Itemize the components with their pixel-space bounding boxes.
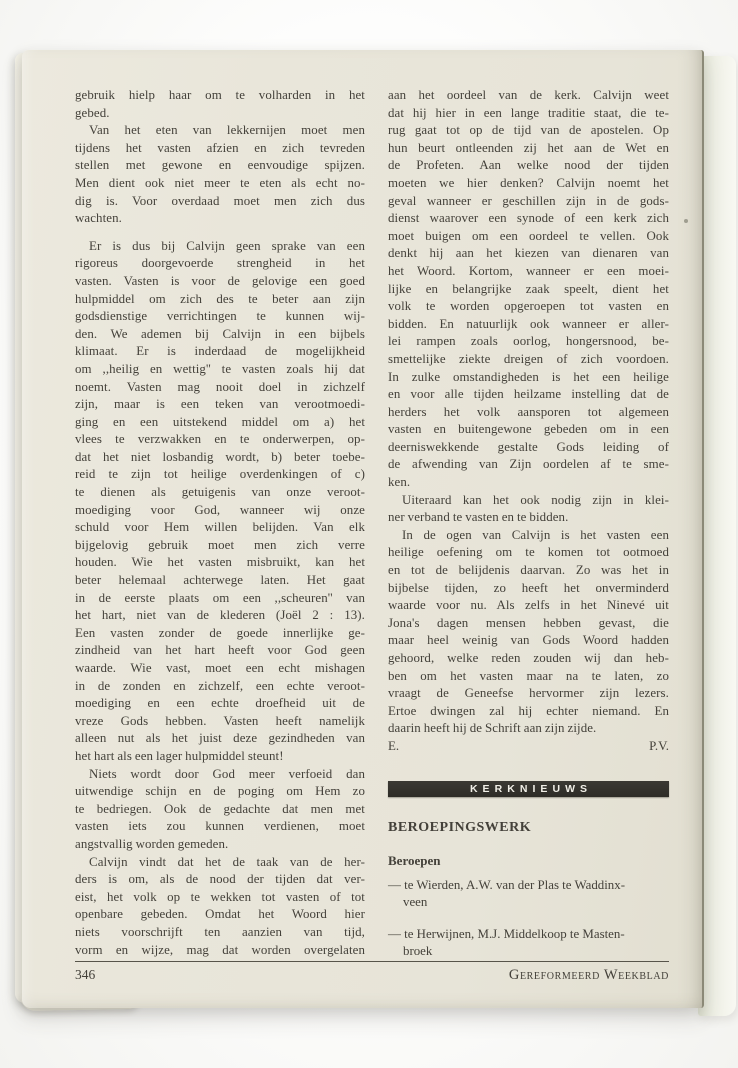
text-line: maar heel weinig van Gods Woord hadden [388, 633, 669, 648]
paragraph [75, 122, 365, 228]
text-line: Ertoe dwingen zal hij echter niemand. En [388, 703, 669, 718]
text-line: ben om het vasten maar na te laten, zo [388, 668, 669, 683]
text-line: gehoord, welke reden zouden wij dan heb- [388, 651, 669, 665]
text-line: dat het niet losbandig wordt, b) beter toebe- [75, 449, 365, 464]
kerknieuws-label: KERKNIEUWS [469, 783, 593, 795]
text-line: vasten en buitengewone gebeden om in een [388, 422, 669, 437]
text-line: reid te zijn tot heilige overdenkingen of c) [75, 467, 365, 482]
page-number: 346 [75, 967, 96, 982]
text-line: Men dient ook niet meer te eten als echt no- [75, 175, 365, 190]
text-line: herders het volk aansporen tot algemeen [388, 404, 669, 419]
text-line: vasten. Vasten is voor de gelovige een goed [75, 273, 365, 288]
text-line: moediging en een echte droefheid uit de [75, 696, 365, 711]
text-line: broek [403, 944, 433, 959]
text-line: hun beurt ontleenden zij het aan de Wet en [388, 140, 669, 155]
text-line: ging en een uitstekend middel om a) het [75, 414, 365, 429]
text-line: uitwendige schijn en de poging om Hem zo [75, 784, 365, 799]
text-line: tijdens het vasten afzien en zich tevreden [75, 140, 365, 155]
text-line: ner verband te vasten en te bidden. [388, 510, 569, 525]
scan-speck [684, 219, 688, 223]
paragraph [75, 238, 365, 766]
text-line: eist, het volk op te wekken tot vasten of tot [75, 889, 365, 904]
author-initials-row [388, 738, 669, 756]
text-line: vraagt de Geneefse hervormer zijn lezers. [388, 686, 669, 701]
text-line: klimaat. Er is inderdaad de mogelijkheid [75, 344, 365, 359]
text-line: openbare gebeden. Omdat het Woord hier [75, 907, 365, 922]
text-line: moediging voor God, wanneer wij onze [75, 502, 365, 517]
text-line: deerniswekkende gestalte Gods leiding of [388, 439, 669, 454]
kerknieuws-section [388, 781, 669, 961]
text-line: moet buigen om een oordeel te vellen. Ook [388, 228, 669, 243]
text-line: bijbelse tijden, zo heeft het onverminderd [388, 580, 669, 595]
text-line: bijgelovig gebruik moet men zich verre [75, 537, 365, 552]
text-line: aan het oordeel van de kerk. Calvijn weet [388, 88, 669, 102]
text-line: vreze Gods hebben. Vasten heeft namelijk [75, 713, 365, 728]
text-line: te dienen als getuigenis van onze veroot- [75, 485, 365, 500]
right-text-column [388, 87, 669, 756]
beroepen-item [388, 926, 669, 961]
text-line: smettelijke ziekte dreigen of zich voordoen. [388, 351, 669, 366]
text-line: niets voorschrijft ten aanzien van tijd, [75, 924, 365, 939]
text-line: rug gaat tot op de tijd van de apostelen. Op [388, 123, 669, 138]
paragraph [388, 527, 669, 738]
text-line: alleen nut als het juist deze gezindheden van [75, 731, 365, 746]
text-line: lei rampen zoals oorlog, hongersnood, be- [388, 334, 669, 349]
text-line: vlees te verzwakken en te onderwerpen, op- [75, 432, 365, 447]
text-line: dig is. Voor overdaad moet men zich dus [75, 193, 365, 208]
text-line: en tot de belijdenis daarvan. Zo was het in [388, 563, 669, 578]
text-line: moeten we hier denken? Calvijn noemt het [388, 175, 669, 190]
beroepingswerk-heading: BEROEPINGSWERK [388, 820, 532, 835]
text-line: gebruik hielp haar om te volharden in het [75, 88, 365, 102]
text-line: bidden. En natuurlijk ook wanneer er aller- [388, 316, 669, 331]
paragraph [388, 87, 669, 492]
left-text-column [75, 87, 365, 959]
text-line: om ,,heilig en wettig'' te vasten zoals hij dat [75, 361, 365, 376]
text-line: daarin heeft hij de Schrift aan zijn zijde. [388, 721, 597, 736]
text-line: schuld voor Hem willen belijden. Van elk [75, 520, 365, 535]
paragraph [75, 766, 365, 854]
text-line: stellen met gewone en eenvoudige spijzen. [75, 158, 365, 173]
paragraph [388, 492, 669, 527]
paragraph [75, 854, 365, 960]
text-line: dienst waarover een synode of een kerk zich [388, 211, 669, 226]
kerknieuws-header-bar [388, 781, 669, 797]
text-line: rigoreus doorgevoerde strengheid in het [75, 256, 365, 271]
publication-name: Gereformeerd Weekblad [508, 967, 669, 983]
text-line: vorm en wijze, mag dat worden overgelaten [75, 942, 365, 957]
author-initial-left: E. [388, 738, 400, 753]
page-footer [75, 961, 669, 984]
text-line: In de ogen van Calvijn is het vasten een [402, 527, 669, 542]
text-line: Niets wordt door God meer verfoeid dan [89, 766, 365, 781]
text-line: Er is dus bij Calvijn geen sprake van een [89, 238, 365, 253]
text-line: houden. Wie het vasten misbruikt, kan het [75, 555, 365, 570]
text-line: Calvijn vindt dat het de taak van de her- [89, 854, 365, 869]
text-line: noemt. Vasten mag nooit doel in zichzelf [75, 379, 365, 394]
text-line: ders is om, als de nood der tijden dat ver- [75, 872, 365, 887]
text-line: lijke en belangrijke zaak speelt, dient het [388, 281, 669, 296]
text-line: Van het eten van lekkernijen moet men [89, 123, 365, 138]
beroepen-item [388, 877, 669, 912]
text-line: angstvallig worden gemeden. [75, 836, 229, 851]
text-line: zindheid van het hart heeft voor God geen [75, 643, 365, 658]
magazine-page [22, 50, 704, 1008]
text-line: volk te worden opgeroepen tot vasten en [388, 299, 669, 314]
text-line: de afwending van Zijn oordelen af te sme- [388, 457, 669, 472]
text-line: te bedriegen. Ook de gedachte dat men met [75, 801, 365, 816]
text-line: in de eerste plaats om een ,,scheuren'' van [75, 590, 365, 605]
text-line: het hart, niet van de klederen (Joël 2 : 13). [75, 608, 365, 623]
text-line: wachten. [75, 211, 122, 226]
text-line: en voor alle tijden heilzame instelling dat de [388, 387, 669, 402]
text-line: godsdienstige verrichtingen te kunnen wij- [75, 309, 365, 324]
text-line: hulpmiddel om zich des te beter aan zijn [75, 291, 365, 306]
text-line: in de zonden en zichzelf, een echte veroot- [75, 678, 365, 693]
text-line: heilige oefening om te komen tot ootmoed [388, 545, 669, 560]
author-initial-right: P.V. [649, 738, 669, 753]
right-column-paragraphs [388, 87, 669, 738]
text-line: den. We ademen bij Calvijn in een bijbels [75, 326, 365, 341]
text-line: waarde. Wie vast, moet een echt mishagen [75, 661, 365, 675]
text-line: zijn, maar is een teken van verootmoedi- [75, 397, 365, 412]
text-line: waarde voor nu. Als zelfs in het Ninevé uit [388, 598, 669, 613]
text-line: In zulke omstandigheden is het een heilige [388, 369, 669, 384]
text-line: — te Wierden, A.W. van der Plas te Waddinx- [388, 878, 625, 892]
text-line: Jona's dagen mensen hebben gevast, die [388, 615, 669, 630]
text-line: denkt hij aan het kiezen van dienaren van [388, 246, 669, 261]
text-line: beter helemaal achterwege laten. Het gaat [75, 573, 365, 588]
text-line: veen [403, 895, 428, 910]
text-line: het hart als een lager hulpmiddel steunt! [75, 748, 284, 763]
text-line: Een vasten zonder de goede innerlijke ge- [75, 625, 365, 640]
text-line: ken. [388, 475, 411, 490]
text-line: het Woord. Kortom, wanneer er een moei- [388, 263, 669, 278]
text-line: de Profeten. Aan welke nood der tijden [388, 158, 669, 173]
paragraph [75, 87, 365, 122]
beroepen-list [388, 877, 669, 961]
beroepen-subheading: Beroepen [388, 853, 441, 868]
text-line: geval wanneer er geschillen zijn in de gods- [388, 193, 669, 208]
text-line: gebed. [75, 105, 110, 120]
text-line: — te Herwijnen, M.J. Middelkoop te Masten- [388, 926, 625, 941]
text-line: dat hij hier in een lange traditie staat, die te- [388, 105, 669, 120]
text-line: Uiteraard kan het ook nodig zijn in klei- [402, 492, 669, 507]
text-line: vasten iets zou kunnen verdienen, moet [75, 819, 365, 834]
